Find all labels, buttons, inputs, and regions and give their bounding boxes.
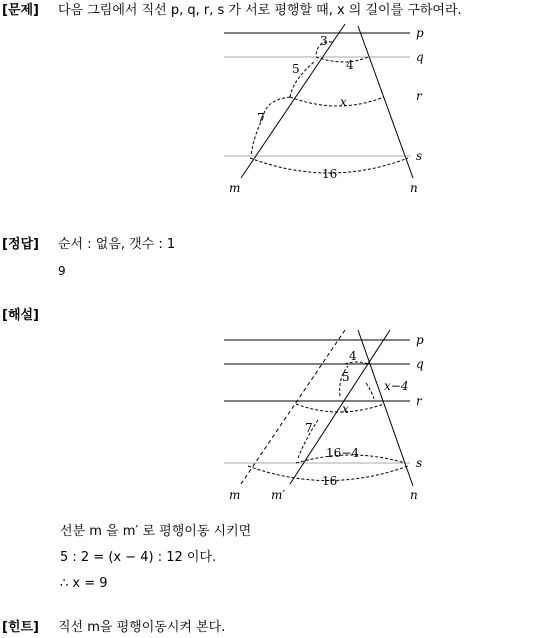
seg-x-2: x (342, 402, 349, 416)
problem-tag: [문제] (2, 3, 39, 18)
label-s: s (416, 149, 423, 163)
seg-5-2: 5 (342, 370, 350, 384)
solution-tag: [해설] (2, 308, 39, 323)
seg-3: 3 (320, 34, 328, 48)
seg-16: 16 (322, 167, 338, 181)
label-s-2: s (416, 456, 423, 470)
answer-tag: [정답] (2, 237, 39, 252)
seg-4: 4 (346, 58, 354, 72)
seg-4-2: 4 (349, 349, 357, 363)
label-m-2: m (229, 488, 241, 502)
solution-line-2: 5 : 2 = (x − 4) : 12 이다. (60, 550, 217, 565)
hint-text: 직선 m을 평행이동시켜 본다. (58, 620, 226, 635)
seg-16-2: 16 (322, 474, 338, 488)
label-p: p (416, 26, 424, 40)
answer-value: 9 (58, 264, 66, 278)
label-q: q (416, 50, 424, 64)
arc-x-2 (296, 404, 384, 412)
seg-12: 16−4 (326, 446, 359, 460)
seg-7: 7 (257, 111, 265, 125)
solution-line-1: 선분 m 을 m′ 로 평행이동 시키면 (60, 524, 252, 539)
arc-x4 (366, 383, 374, 399)
seg-5: 5 (292, 62, 300, 76)
solution-line-3: ∴ x = 9 (60, 576, 108, 591)
label-p-2: p (416, 333, 424, 347)
seg-7-2: 7 (305, 421, 313, 435)
label-m-prime: m′ (271, 488, 286, 502)
problem-text: 다음 그림에서 직선 p, q, r, s 가 서로 평행할 때, x 의 길이를 구하여라. (58, 3, 462, 18)
label-m: m (229, 181, 241, 195)
line-m-2 (241, 330, 345, 484)
seg-x: x (340, 95, 347, 109)
label-n-2: n (410, 488, 418, 502)
hint-tag: [힌트] (2, 620, 39, 635)
label-q-2: q (416, 357, 424, 371)
label-r: r (416, 89, 422, 103)
label-r-2: r (416, 394, 422, 408)
label-n: n (410, 181, 418, 195)
answer-meta: 순서 : 없음, 갯수 : 1 (58, 237, 176, 252)
seg-x4: x−4 (384, 379, 409, 393)
